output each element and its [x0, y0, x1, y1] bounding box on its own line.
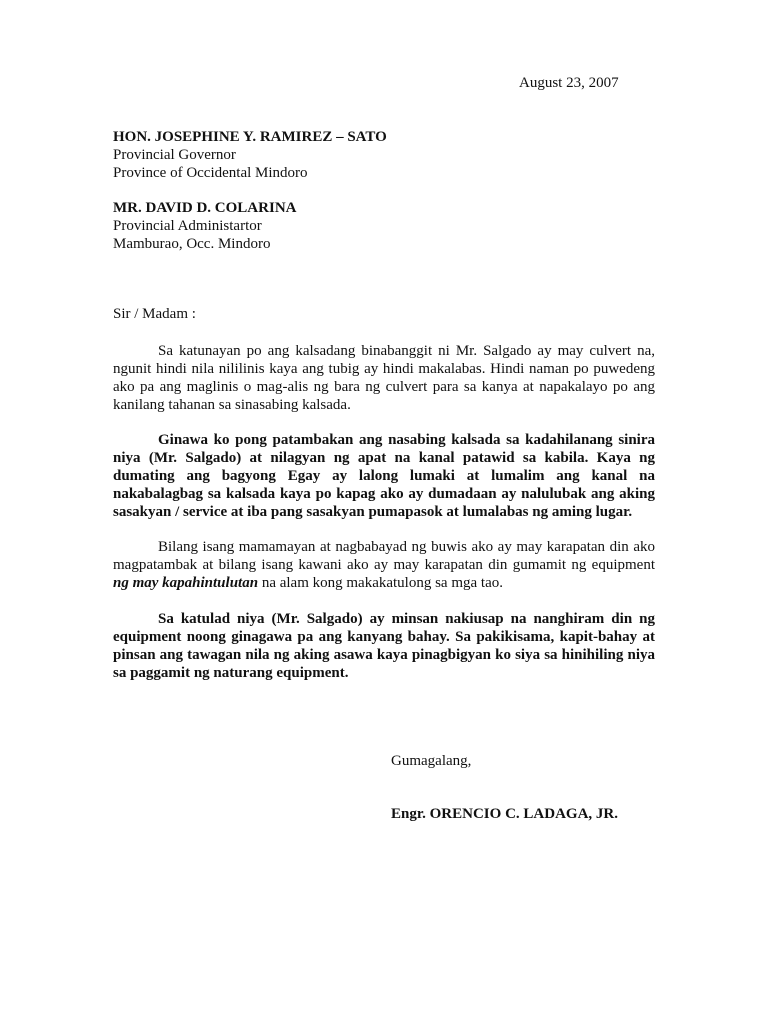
signer-full-name: ORENCIO C. LADAGA, JR. [425, 806, 618, 822]
paragraph-emphasis: ng may kapahintulutan [113, 575, 259, 591]
closing: Gumagalang, [391, 753, 472, 769]
recipient-name: MR. DAVID D. COLARINA [113, 200, 297, 216]
salutation: Sir / Madam : [113, 306, 196, 322]
letter-date: August 23, 2007 [519, 75, 619, 91]
recipient-position: Provincial Administartor [113, 218, 262, 234]
recipient-block-governor [113, 128, 387, 182]
paragraph-text-after: na alam kong makakatulong sa mga tao. [258, 575, 503, 591]
body-paragraph-2: Ginawa ko pong patambakan ang nasabing kalsada sa kadahilanang sinira niya (Mr. Salgado) at nilagyan ng apat na kanal patawid sa kabila. Kaya ng dumating ang bagyong Egay ay lalong lumaki at lumalim ang kanal na nakabalagbag sa kalsada kaya po kapag ako ay dumadaan ay nalulubak ang aking sasakyan / service at iba pang sasakyan pumapasok at lumalabas ng aming lugar. [113, 432, 655, 520]
recipient-position: Provincial Governor [113, 147, 236, 163]
signature-name [391, 805, 618, 823]
body-paragraph-1: Sa katunayan po ang kalsadang binabanggit ni Mr. Salgado ay may culvert na, ngunit hindi nila nililinis kaya ang tubig ay hindi makalabas. Hindi naman po puwedeng ako pa ang maglinis o mag-alis ng bara ng culvert para sa kanya at napakalayo po ang kanilang tahanan sa sinasabing kalsada. [113, 343, 655, 413]
recipient-address: Mamburao, Occ. Mindoro [113, 236, 271, 252]
recipient-block-administrator [113, 199, 296, 253]
paragraph-text-before: Bilang isang mamamayan at nagbabayad ng buwis ako ay may karapatan din ako magpatambak at bilang isang kawani ako ay may karapatan din gumamit ng equipment [113, 539, 655, 573]
signer-prefix: Engr. [391, 806, 426, 822]
body-paragraph-3 [113, 538, 655, 592]
body-paragraph-4: Sa katulad niya (Mr. Salgado) ay minsan nakiusap na nanghiram din ng equipment noong ginagawa pa ang kanyang bahay. Sa pakikisama, kapit-bahay at pinsan ang tawagan nila ng aking asawa kaya pinagbigyan ko siya sa hinihiling niya sa paggamit ng naturang equipment. [113, 611, 655, 681]
recipient-address: Province of Occidental Mindoro [113, 165, 308, 181]
recipient-name: HON. JOSEPHINE Y. RAMIREZ – SATO [113, 129, 387, 145]
